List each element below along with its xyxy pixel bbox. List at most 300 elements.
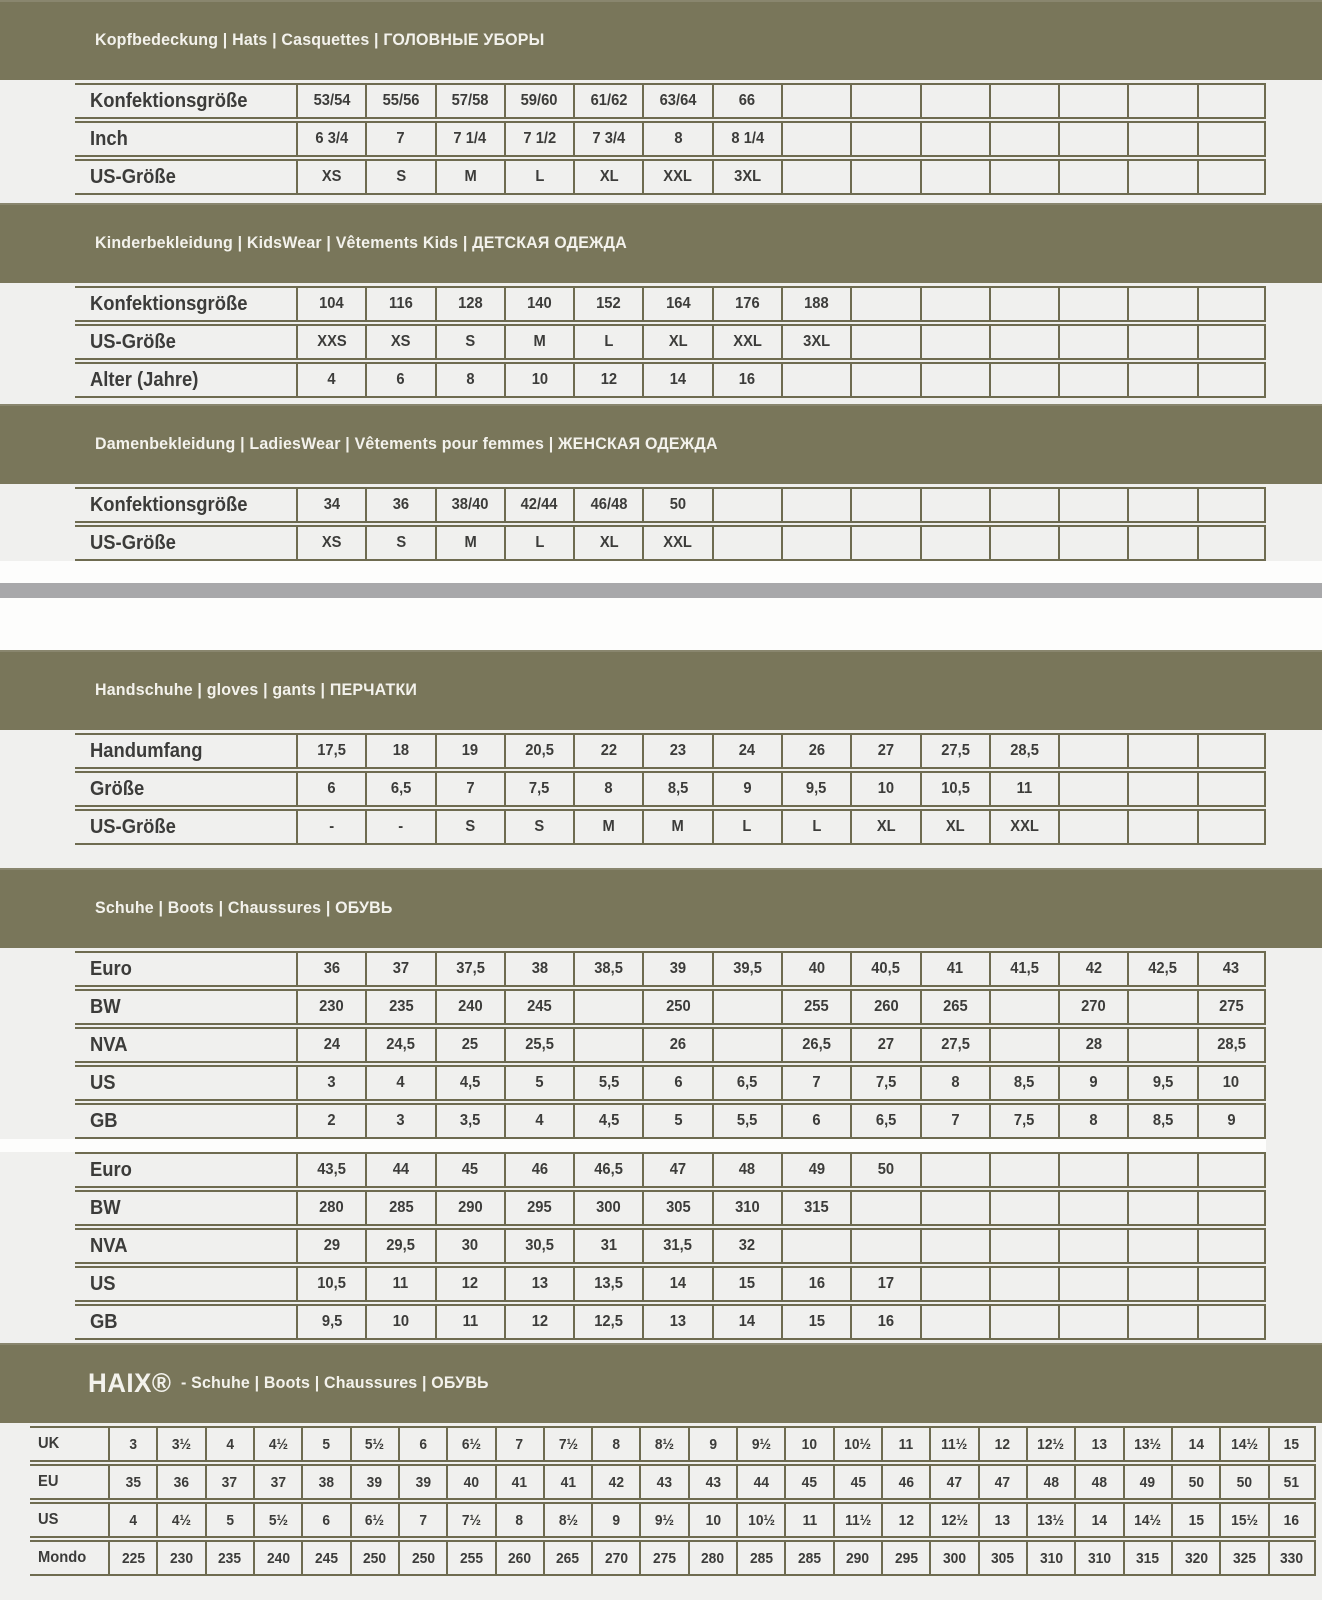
table-cell: 6,5 bbox=[712, 1065, 781, 1101]
table-cell bbox=[1127, 286, 1196, 322]
table-cell bbox=[781, 83, 850, 119]
row-gutter bbox=[0, 1426, 30, 1462]
table-cell: 3 bbox=[365, 1103, 434, 1139]
table-cell: 11 bbox=[881, 1426, 929, 1462]
row-gutter bbox=[0, 1152, 75, 1188]
table-cell: 17,5 bbox=[296, 733, 365, 769]
table-cell bbox=[1058, 324, 1127, 360]
table-cell bbox=[1058, 733, 1127, 769]
table-cell: 30 bbox=[435, 1228, 504, 1264]
table-cell: 44 bbox=[365, 1152, 434, 1188]
table-cell: 250 bbox=[398, 1540, 446, 1576]
table-cell bbox=[1058, 362, 1127, 398]
table-cell bbox=[989, 286, 1058, 322]
table-cell: 6 bbox=[365, 362, 434, 398]
row-label: US bbox=[30, 1502, 108, 1538]
table-cell: 26 bbox=[642, 1027, 711, 1063]
table-cell: 8 bbox=[435, 362, 504, 398]
table-cell: 40 bbox=[446, 1464, 494, 1500]
table-cell bbox=[989, 487, 1058, 523]
table-cell: 245 bbox=[504, 989, 573, 1025]
table-cell: 53/54 bbox=[296, 83, 365, 119]
table-cell: XXL bbox=[642, 525, 711, 561]
table-cell: 8 bbox=[920, 1065, 989, 1101]
table-cell: 14 bbox=[712, 1304, 781, 1340]
table-cell: S bbox=[435, 809, 504, 845]
table-cell bbox=[989, 1228, 1058, 1264]
table-cell: 7,5 bbox=[989, 1103, 1058, 1139]
table-cell: 15 bbox=[1268, 1426, 1316, 1462]
table-cell: 16 bbox=[781, 1266, 850, 1302]
table-cell bbox=[850, 525, 919, 561]
table-cell bbox=[573, 1027, 642, 1063]
row-gutter bbox=[0, 1502, 30, 1538]
table-cell bbox=[712, 1027, 781, 1063]
table-cell: 12½ bbox=[929, 1502, 977, 1538]
table-cell bbox=[1127, 1304, 1196, 1340]
table-cell bbox=[1127, 989, 1196, 1025]
table-cell bbox=[1127, 771, 1196, 807]
table-cell: 6 bbox=[301, 1502, 349, 1538]
spacer bbox=[0, 561, 1322, 583]
table-cell: 49 bbox=[1123, 1464, 1171, 1500]
table-cell: XS bbox=[296, 159, 365, 195]
table-cell: 23 bbox=[642, 733, 711, 769]
table-cell bbox=[1127, 1228, 1196, 1264]
row-gutter bbox=[0, 159, 75, 195]
table-cell: XS bbox=[296, 525, 365, 561]
table-cell: 3½ bbox=[156, 1426, 204, 1462]
table-cell: 5 bbox=[301, 1426, 349, 1462]
table-cell: 13 bbox=[978, 1502, 1026, 1538]
row-label: Handumfang bbox=[75, 733, 296, 769]
table-cell: 50 bbox=[1219, 1464, 1267, 1500]
table-cell bbox=[1058, 159, 1127, 195]
table-cell: 240 bbox=[253, 1540, 301, 1576]
table-cell: 7 3/4 bbox=[573, 121, 642, 157]
table-cell bbox=[920, 525, 989, 561]
size-table-shoes-1 bbox=[0, 951, 1266, 1139]
row-label: US-Größe bbox=[75, 525, 296, 561]
table-cell: 14 bbox=[1171, 1426, 1219, 1462]
table-cell: L bbox=[573, 324, 642, 360]
table-row bbox=[0, 1426, 1316, 1462]
table-row bbox=[0, 809, 1266, 845]
table-cell: 11 bbox=[435, 1304, 504, 1340]
table-cell: 39 bbox=[350, 1464, 398, 1500]
table-cell: 280 bbox=[688, 1540, 736, 1576]
table-cell bbox=[1197, 159, 1266, 195]
row-label: Euro bbox=[75, 1152, 296, 1188]
table-cell: 15 bbox=[1171, 1502, 1219, 1538]
table-cell bbox=[712, 525, 781, 561]
table-cell bbox=[1058, 121, 1127, 157]
row-label: Inch bbox=[75, 121, 296, 157]
table-cell: 66 bbox=[712, 83, 781, 119]
table-cell: 27 bbox=[850, 733, 919, 769]
section-title-hats: Kopfbedeckung | Hats | Casquettes | ГОЛОВНЫЕ УБОРЫ bbox=[95, 30, 545, 49]
table-cell: 8 bbox=[495, 1502, 543, 1538]
table-cell bbox=[989, 1152, 1058, 1188]
table-cell: 5,5 bbox=[573, 1065, 642, 1101]
table-cell bbox=[1197, 1266, 1266, 1302]
table-cell: 235 bbox=[205, 1540, 253, 1576]
table-cell: 44 bbox=[736, 1464, 784, 1500]
table-cell: 5,5 bbox=[712, 1103, 781, 1139]
table-cell: 59/60 bbox=[504, 83, 573, 119]
table-cell: XS bbox=[365, 324, 434, 360]
table-cell: 230 bbox=[296, 989, 365, 1025]
table-cell: 48 bbox=[1074, 1464, 1122, 1500]
table-cell bbox=[1197, 286, 1266, 322]
row-gutter bbox=[0, 733, 75, 769]
table-cell: 5½ bbox=[350, 1426, 398, 1462]
section-band-hats bbox=[0, 0, 1322, 80]
table-cell: 10 bbox=[850, 771, 919, 807]
table-cell bbox=[1197, 362, 1266, 398]
table-cell: 50 bbox=[850, 1152, 919, 1188]
table-cell bbox=[1058, 771, 1127, 807]
size-table-kids bbox=[0, 286, 1266, 398]
table-cell: 46,5 bbox=[573, 1152, 642, 1188]
table-cell: 10,5 bbox=[296, 1266, 365, 1302]
table-cell: 15½ bbox=[1219, 1502, 1267, 1538]
table-cell: 55/56 bbox=[365, 83, 434, 119]
row-label: UK bbox=[30, 1426, 108, 1462]
table-row bbox=[0, 951, 1266, 987]
spacer bbox=[0, 1139, 1266, 1152]
table-cell: 6 bbox=[781, 1103, 850, 1139]
row-gutter bbox=[0, 121, 75, 157]
table-cell: 176 bbox=[712, 286, 781, 322]
row-label: Euro bbox=[75, 951, 296, 987]
table-row bbox=[0, 733, 1266, 769]
table-cell bbox=[989, 1304, 1058, 1340]
table-cell: 25,5 bbox=[504, 1027, 573, 1063]
table-cell: 320 bbox=[1171, 1540, 1219, 1576]
table-cell: 9 bbox=[1197, 1103, 1266, 1139]
table-cell: 280 bbox=[296, 1190, 365, 1226]
table-cell bbox=[1127, 809, 1196, 845]
row-label: US bbox=[75, 1266, 296, 1302]
table-cell bbox=[850, 1190, 919, 1226]
table-cell: 10,5 bbox=[920, 771, 989, 807]
table-cell: XL bbox=[642, 324, 711, 360]
table-cell: 290 bbox=[833, 1540, 881, 1576]
table-cell bbox=[1127, 1027, 1196, 1063]
row-gutter bbox=[0, 1304, 75, 1340]
table-cell: 39 bbox=[642, 951, 711, 987]
table-row bbox=[0, 1152, 1266, 1188]
table-cell bbox=[850, 159, 919, 195]
section-band-kids bbox=[0, 203, 1322, 283]
table-row bbox=[0, 1304, 1266, 1340]
table-cell: 290 bbox=[435, 1190, 504, 1226]
table-cell bbox=[1197, 1190, 1266, 1226]
table-cell bbox=[1127, 1266, 1196, 1302]
table-cell: 17 bbox=[850, 1266, 919, 1302]
table-cell: 300 bbox=[929, 1540, 977, 1576]
row-label: Alter (Jahre) bbox=[75, 362, 296, 398]
table-cell: 35 bbox=[108, 1464, 156, 1500]
table-cell: 15 bbox=[712, 1266, 781, 1302]
table-cell: 8 bbox=[591, 1426, 639, 1462]
table-cell: 38/40 bbox=[435, 487, 504, 523]
table-cell: 6 bbox=[642, 1065, 711, 1101]
table-cell: 36 bbox=[156, 1464, 204, 1500]
table-cell bbox=[850, 83, 919, 119]
table-cell: L bbox=[712, 809, 781, 845]
table-cell: 50 bbox=[642, 487, 711, 523]
table-cell: 42 bbox=[591, 1464, 639, 1500]
table-cell bbox=[1127, 362, 1196, 398]
table-cell bbox=[989, 362, 1058, 398]
table-cell: 42/44 bbox=[504, 487, 573, 523]
table-cell: 45 bbox=[435, 1152, 504, 1188]
table-cell: 50 bbox=[1171, 1464, 1219, 1500]
table-cell bbox=[1127, 733, 1196, 769]
table-cell: 11 bbox=[784, 1502, 832, 1538]
table-row bbox=[0, 121, 1266, 157]
table-cell: 19 bbox=[435, 733, 504, 769]
table-cell: 7,5 bbox=[850, 1065, 919, 1101]
section-title-gloves: Handschuhe | gloves | gants | ПЕРЧАТКИ bbox=[95, 680, 418, 699]
table-cell: - bbox=[296, 809, 365, 845]
table-cell bbox=[920, 1190, 989, 1226]
table-cell: 8½ bbox=[543, 1502, 591, 1538]
table-cell bbox=[920, 83, 989, 119]
table-cell: 128 bbox=[435, 286, 504, 322]
table-cell: M bbox=[642, 809, 711, 845]
table-cell: 8½ bbox=[639, 1426, 687, 1462]
table-cell bbox=[920, 362, 989, 398]
table-cell bbox=[1127, 525, 1196, 561]
table-cell: 270 bbox=[1058, 989, 1127, 1025]
table-row bbox=[0, 1464, 1316, 1500]
size-table-shoes-2 bbox=[0, 1152, 1266, 1340]
table-cell: 12 bbox=[881, 1502, 929, 1538]
table-cell: XL bbox=[850, 809, 919, 845]
table-row bbox=[0, 83, 1266, 119]
table-cell: 20,5 bbox=[504, 733, 573, 769]
table-cell: 8,5 bbox=[1127, 1103, 1196, 1139]
table-cell: 12½ bbox=[1026, 1426, 1074, 1462]
table-cell bbox=[1197, 324, 1266, 360]
table-cell: 3 bbox=[108, 1426, 156, 1462]
table-cell: 8,5 bbox=[989, 1065, 1058, 1101]
table-cell: 164 bbox=[642, 286, 711, 322]
row-gutter bbox=[0, 1065, 75, 1101]
table-cell: 42,5 bbox=[1127, 951, 1196, 987]
table-cell: 10½ bbox=[736, 1502, 784, 1538]
table-cell: 116 bbox=[365, 286, 434, 322]
row-label: US bbox=[75, 1065, 296, 1101]
table-cell: 5 bbox=[205, 1502, 253, 1538]
table-cell: 47 bbox=[642, 1152, 711, 1188]
table-cell: 310 bbox=[712, 1190, 781, 1226]
table-cell: M bbox=[435, 159, 504, 195]
table-cell: 140 bbox=[504, 286, 573, 322]
table-cell: 6,5 bbox=[850, 1103, 919, 1139]
table-cell bbox=[1127, 1190, 1196, 1226]
table-cell bbox=[1058, 1152, 1127, 1188]
table-cell: 39,5 bbox=[712, 951, 781, 987]
table-cell: 40 bbox=[781, 951, 850, 987]
section-band-shoes bbox=[0, 868, 1322, 948]
table-cell: 46 bbox=[881, 1464, 929, 1500]
row-gutter bbox=[0, 771, 75, 807]
table-cell: 24 bbox=[296, 1027, 365, 1063]
table-cell: 3XL bbox=[781, 324, 850, 360]
table-cell: 38,5 bbox=[573, 951, 642, 987]
table-cell bbox=[920, 159, 989, 195]
row-label: Größe bbox=[75, 771, 296, 807]
table-cell: 49 bbox=[781, 1152, 850, 1188]
row-gutter bbox=[0, 525, 75, 561]
table-row bbox=[0, 1266, 1266, 1302]
table-cell: S bbox=[435, 324, 504, 360]
table-cell: 10½ bbox=[833, 1426, 881, 1462]
row-gutter bbox=[0, 83, 75, 119]
table-cell: 11½ bbox=[833, 1502, 881, 1538]
table-cell: 27,5 bbox=[920, 1027, 989, 1063]
row-label: NVA bbox=[75, 1027, 296, 1063]
table-cell: 43,5 bbox=[296, 1152, 365, 1188]
table-cell: 13½ bbox=[1123, 1426, 1171, 1462]
table-cell: 7 bbox=[920, 1103, 989, 1139]
table-cell: 37 bbox=[365, 951, 434, 987]
table-cell: 13 bbox=[642, 1304, 711, 1340]
table-cell: 300 bbox=[573, 1190, 642, 1226]
table-cell: 285 bbox=[784, 1540, 832, 1576]
table-cell: 28,5 bbox=[989, 733, 1058, 769]
row-label: GB bbox=[75, 1103, 296, 1139]
table-cell: XXL bbox=[712, 324, 781, 360]
table-cell: 13 bbox=[504, 1266, 573, 1302]
table-cell: XXS bbox=[296, 324, 365, 360]
table-cell: 7 bbox=[435, 771, 504, 807]
row-label: BW bbox=[75, 989, 296, 1025]
table-cell: 245 bbox=[301, 1540, 349, 1576]
table-cell bbox=[1197, 83, 1266, 119]
row-label: Konfektionsgröße bbox=[75, 286, 296, 322]
table-cell: 270 bbox=[591, 1540, 639, 1576]
table-cell: 285 bbox=[365, 1190, 434, 1226]
table-cell: 12 bbox=[978, 1426, 1026, 1462]
table-cell bbox=[781, 1228, 850, 1264]
table-cell: 37,5 bbox=[435, 951, 504, 987]
table-cell bbox=[1127, 324, 1196, 360]
row-gutter bbox=[0, 809, 75, 845]
table-cell: 11 bbox=[989, 771, 1058, 807]
table-cell: 2 bbox=[296, 1103, 365, 1139]
divider-bar bbox=[0, 583, 1322, 598]
row-gutter bbox=[0, 1190, 75, 1226]
table-cell: 8 bbox=[642, 121, 711, 157]
table-cell: 5½ bbox=[253, 1502, 301, 1538]
table-cell: 43 bbox=[688, 1464, 736, 1500]
table-cell bbox=[1127, 121, 1196, 157]
table-cell: 6,5 bbox=[365, 771, 434, 807]
table-row bbox=[0, 1228, 1266, 1264]
table-cell bbox=[781, 121, 850, 157]
table-cell bbox=[920, 1304, 989, 1340]
table-cell: 14½ bbox=[1123, 1502, 1171, 1538]
table-cell bbox=[989, 989, 1058, 1025]
table-cell bbox=[1197, 1228, 1266, 1264]
table-cell: M bbox=[504, 324, 573, 360]
table-cell bbox=[989, 159, 1058, 195]
table-cell: 275 bbox=[639, 1540, 687, 1576]
row-gutter bbox=[0, 286, 75, 322]
table-cell: 46 bbox=[504, 1152, 573, 1188]
table-cell: 14 bbox=[642, 1266, 711, 1302]
table-cell bbox=[1058, 1190, 1127, 1226]
table-cell: 51 bbox=[1268, 1464, 1316, 1500]
size-table-haix bbox=[0, 1426, 1316, 1576]
table-cell: L bbox=[504, 525, 573, 561]
table-cell: 4 bbox=[296, 362, 365, 398]
table-cell bbox=[781, 362, 850, 398]
table-cell bbox=[1127, 83, 1196, 119]
table-cell: 5 bbox=[504, 1065, 573, 1101]
table-cell: 250 bbox=[350, 1540, 398, 1576]
row-gutter bbox=[0, 1266, 75, 1302]
table-cell bbox=[989, 324, 1058, 360]
section-title-haix: - Schuhe | Boots | Chaussures | ОБУВЬ bbox=[180, 1373, 489, 1392]
table-cell: 230 bbox=[156, 1540, 204, 1576]
table-cell: 8,5 bbox=[642, 771, 711, 807]
table-cell: M bbox=[435, 525, 504, 561]
table-cell: 305 bbox=[978, 1540, 1026, 1576]
row-label: US-Größe bbox=[75, 809, 296, 845]
section-band-haix bbox=[0, 1343, 1322, 1423]
table-cell: 8 1/4 bbox=[712, 121, 781, 157]
table-cell: 240 bbox=[435, 989, 504, 1025]
table-cell: 188 bbox=[781, 286, 850, 322]
table-cell: XL bbox=[573, 525, 642, 561]
table-cell bbox=[1127, 159, 1196, 195]
table-cell: 315 bbox=[781, 1190, 850, 1226]
table-cell: 4,5 bbox=[435, 1065, 504, 1101]
row-gutter bbox=[0, 989, 75, 1025]
row-gutter bbox=[0, 1103, 75, 1139]
table-cell: 10 bbox=[1197, 1065, 1266, 1101]
table-cell: 6 bbox=[296, 771, 365, 807]
table-cell: 41,5 bbox=[989, 951, 1058, 987]
table-cell bbox=[781, 159, 850, 195]
table-cell: 3 bbox=[296, 1065, 365, 1101]
table-cell bbox=[1197, 121, 1266, 157]
table-cell: 16 bbox=[850, 1304, 919, 1340]
table-cell bbox=[573, 989, 642, 1025]
size-table-ladies bbox=[0, 487, 1266, 561]
table-cell: XL bbox=[573, 159, 642, 195]
table-cell: 4 bbox=[504, 1103, 573, 1139]
table-cell: 12 bbox=[504, 1304, 573, 1340]
table-cell bbox=[920, 1228, 989, 1264]
size-table-gloves bbox=[0, 733, 1266, 845]
table-cell: 31,5 bbox=[642, 1228, 711, 1264]
table-cell bbox=[1197, 733, 1266, 769]
table-row bbox=[0, 324, 1266, 360]
table-cell: 3,5 bbox=[435, 1103, 504, 1139]
table-row bbox=[0, 286, 1266, 322]
table-cell: 27,5 bbox=[920, 733, 989, 769]
table-cell: 265 bbox=[920, 989, 989, 1025]
row-label: Mondo bbox=[30, 1540, 108, 1576]
row-label: Konfektionsgröße bbox=[75, 487, 296, 523]
